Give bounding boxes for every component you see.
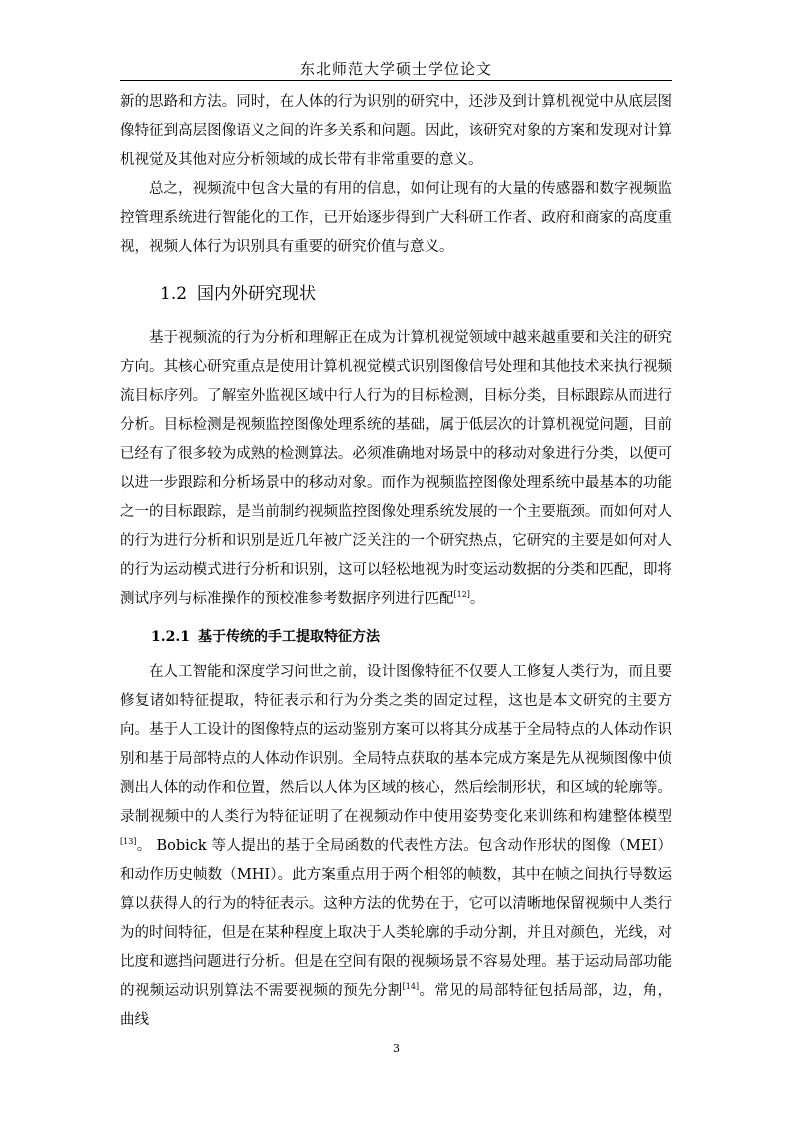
citation-ref[interactable]: [13] (120, 837, 137, 847)
subsection-heading-1-2-1 (120, 622, 672, 652)
running-header: 东北师范大学硕士学位论文 (299, 60, 492, 78)
citation-ref[interactable]: [14] (402, 982, 420, 992)
page-number: 3 (393, 1042, 400, 1055)
body-paragraph: 新的思路和方法。同时，在人体的行为识别的研究中，还涉及到计算机视觉中从底层图像特征到高层图像语义之间的许多关系和问题。因此，该研究对象的方案和发现对计算机视觉及其他对应分析领域的成长带有非常重要的意义。 (120, 94, 672, 168)
section-number: 1.2 (160, 284, 188, 304)
subsection-title: 基于传统的手工提取特征方法 (197, 629, 380, 645)
page-body (120, 88, 672, 1035)
header-rule (120, 80, 672, 81)
paragraph-text: 。 (469, 591, 485, 607)
body-paragraph (120, 658, 672, 1035)
body-paragraph (120, 324, 672, 614)
paragraph-text: 。 Bobick 等人提出的基于全局函数的代表性方法。包含动作形状的图像（MEI）和动作历史帧数（MHI）。此方案重点用于两个相邻的帧数，其中在帧之间执行导数运算以获得人的行为的特征表示。这种方法的优势在于，它可以清晰地保留视频中人类行为的时间特征，但是在某种程度上取决于人类轮廓的手动分割，并且对颜色，光线，对比度和遮挡问题进行分析。但是在空间有限的视频场景不容易处理。基于运动局部功能的视频运动识别算法不需要视频的预先分割 (120, 838, 672, 999)
paragraph-text: 在人工智能和深度学习问世之前，设计图像特征不仅要人工修复人类行为，而且要修复诸如特征提取，特征表示和行为分类之类的固定过程，这也是本文研究的主要方向。基于人工设计的图像特点的运动鉴别方案可以将其分成基于全局特点的人体动作识别和基于局部特点的人体动作识别。全局特点获取的基本完成方案是先从视频图像中侦测出人体的动作和位置，然后以人体为区域的核心，然后绘制形状，和区域的轮廓等。录制视频中的人类行为特征证明了在视频动作中使用姿势变化来训练和构建整体模型 (120, 664, 672, 825)
section-title: 国内外研究现状 (197, 284, 317, 304)
citation-ref[interactable]: [12] (453, 590, 470, 600)
paragraph-text: 。常见的局部特征包括局部，边，角，曲线 (120, 983, 673, 1028)
section-heading-1-2 (120, 274, 672, 314)
body-paragraph: 总之，视频流中包含大量的有用的信息，如何让现有的大量的传感器和数字视频监控管理系统进行智能化的工作，已开始逐步得到广大科研工作者、政府和商家的高度重视，视频人体行为识别具有重要的研究价值与意义。 (120, 181, 672, 255)
subsection-number: 1.2.1 (151, 629, 190, 645)
paragraph-text: 基于视频流的行为分析和理解正在成为计算机视觉领域中越来越重要和关注的研究方向。其核心研究重点是使用计算机视觉模式识别图像信号处理和其他技术来执行视频流目标序列。了解室外监视区域中行人行为的目标检测，目标分类，目标跟踪从而进行分析。目标检测是视频监控图像处理系统的基础，属于低层次的计算机视觉问题，目前已经有了很多较为成熟的检测算法。必须准确地对场景中的移动对象进行分类，以便可以进一步跟踪和分析场景中的移动对象。而作为视频监控图像处理系统中最基本的功能之一的目标跟踪，是当前制约视频监控图像处理系统发展的一个主要瓶颈。而如何对人的行为进行分析和识别是近几年被广泛关注的一个研究热点，它研究的主要是如何对人的行为运动模式进行分析和识别，这可以轻松地视为时变运动数据的分类和匹配，即将测试序列与标准操作的预校准参考数据序列进行匹配 (120, 330, 672, 607)
